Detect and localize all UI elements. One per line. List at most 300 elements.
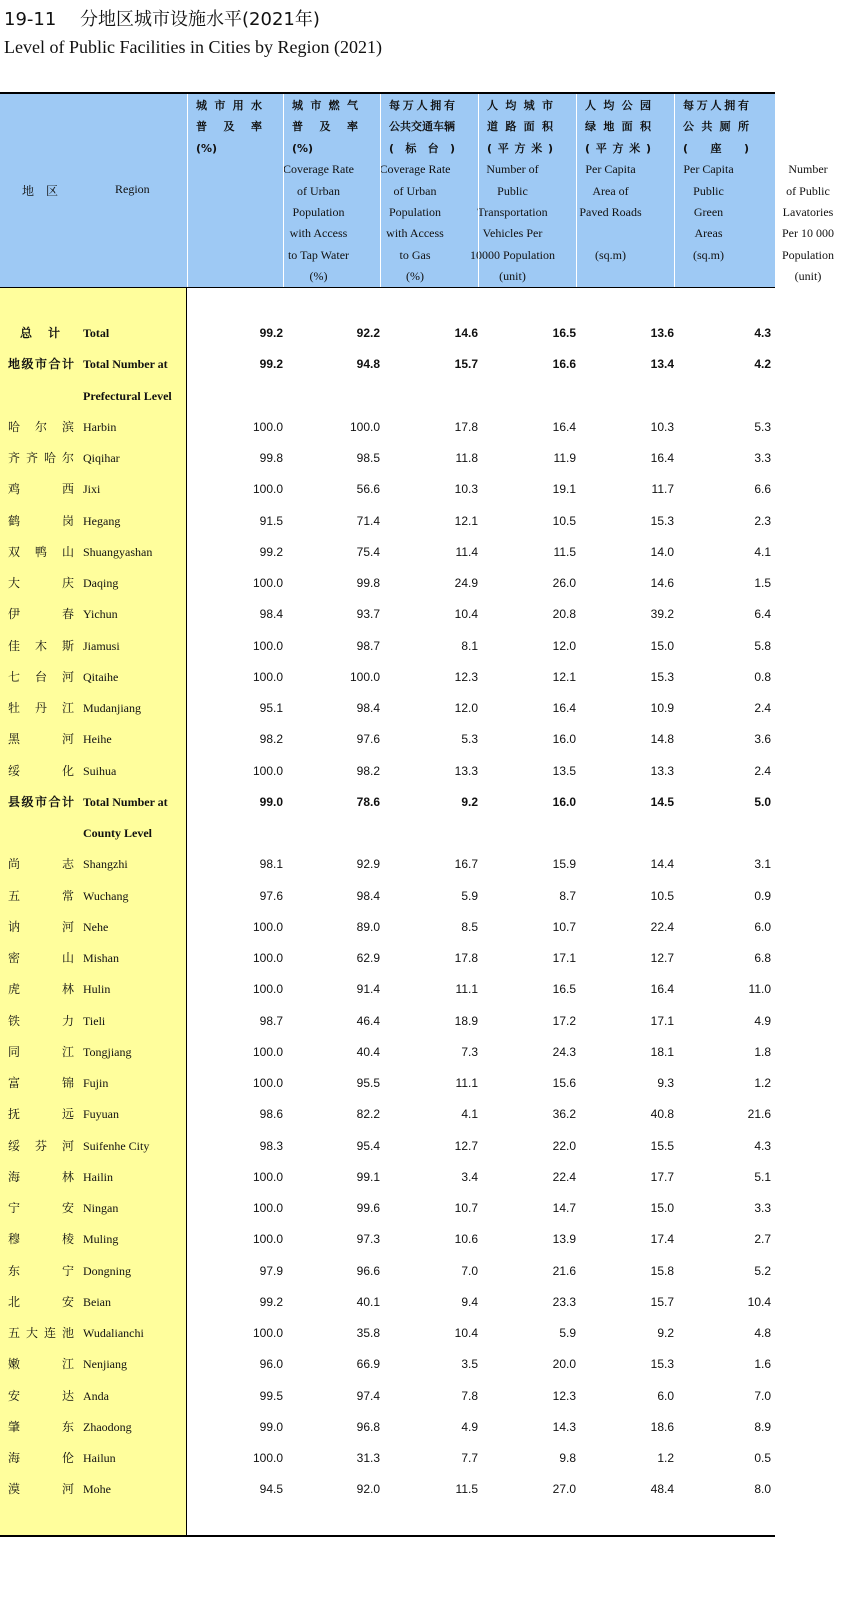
value-cell: 2.7 bbox=[754, 1232, 771, 1247]
table-row bbox=[0, 631, 775, 662]
header-line: (平方米) bbox=[585, 141, 651, 155]
header-line: 普 及 率 bbox=[292, 120, 358, 134]
header-line: Areas bbox=[694, 226, 723, 241]
region-name-en: Tieli bbox=[83, 1013, 106, 1028]
value-cell: 5.0 bbox=[754, 794, 771, 809]
value-cell: 10.3 bbox=[650, 419, 674, 434]
value-cell: 100.0 bbox=[252, 1044, 283, 1059]
value-cell: 99.2 bbox=[259, 357, 283, 372]
value-cell: 6.4 bbox=[754, 607, 771, 622]
value-cell: 3.3 bbox=[754, 451, 771, 465]
table-row bbox=[0, 693, 775, 724]
region-name-cn: 伊春 bbox=[8, 607, 74, 622]
table-row bbox=[0, 1224, 775, 1255]
value-cell: 1.2 bbox=[754, 1076, 771, 1090]
value-cell: 11.5 bbox=[455, 1482, 478, 1497]
table-row bbox=[0, 1412, 775, 1443]
value-cell: 97.6 bbox=[356, 732, 380, 747]
value-cell: 7.8 bbox=[461, 1388, 478, 1403]
header-line: Population bbox=[292, 205, 345, 219]
region-name-en: Nenjiang bbox=[83, 1357, 127, 1372]
value-cell: 1.8 bbox=[754, 1044, 771, 1059]
region-name-cn: 同江 bbox=[8, 1044, 74, 1059]
value-cell: 12.0 bbox=[552, 638, 576, 653]
value-cell: 10.6 bbox=[454, 1232, 478, 1247]
value-cell: 12.3 bbox=[454, 669, 478, 684]
value-cell: 4.2 bbox=[754, 357, 771, 372]
value-cell: 18.9 bbox=[454, 1013, 478, 1028]
value-cell: 22.0 bbox=[552, 1138, 576, 1153]
value-cell: 7.0 bbox=[461, 1263, 478, 1278]
value-cell: 10.7 bbox=[552, 919, 576, 934]
value-cell: 11.9 bbox=[553, 451, 576, 465]
value-cell: 5.1 bbox=[754, 1169, 771, 1184]
header-line: (unit) bbox=[499, 269, 526, 284]
value-cell: 100.0 bbox=[252, 951, 283, 965]
region-name-en: Jixi bbox=[83, 482, 101, 497]
region-name-en: Shuangyashan bbox=[83, 544, 153, 559]
value-cell: 6.8 bbox=[754, 951, 771, 965]
value-cell: 3.5 bbox=[461, 1357, 478, 1372]
header-line: Per Capita bbox=[683, 162, 734, 177]
value-cell: 4.1 bbox=[461, 1107, 478, 1122]
value-cell: 100.0 bbox=[252, 1169, 283, 1184]
value-cell: 96.8 bbox=[356, 1419, 380, 1434]
header-line: (%) bbox=[309, 269, 328, 284]
value-cell: 16.6 bbox=[552, 357, 576, 372]
value-cell: 8.5 bbox=[461, 919, 478, 934]
region-name-cn: 绥芬河 bbox=[8, 1138, 74, 1153]
table-row bbox=[0, 537, 775, 568]
value-cell: 17.7 bbox=[650, 1169, 674, 1184]
value-cell: 99.2 bbox=[259, 1294, 283, 1309]
table-row bbox=[0, 881, 775, 912]
region-name-en: County Level bbox=[83, 826, 152, 840]
value-cell: 8.9 bbox=[754, 1419, 771, 1434]
region-name-cn: 密山 bbox=[8, 951, 74, 965]
region-name-cn: 东宁 bbox=[8, 1263, 74, 1278]
value-cell: 4.9 bbox=[754, 1013, 771, 1028]
region-name-cn: 黑河 bbox=[8, 732, 74, 747]
value-cell: 100.0 bbox=[349, 419, 380, 434]
value-cell: 5.8 bbox=[754, 638, 771, 653]
value-cell: 16.4 bbox=[552, 701, 576, 715]
value-cell: 99.1 bbox=[356, 1169, 380, 1184]
table-row bbox=[0, 349, 775, 380]
value-cell: 9.4 bbox=[461, 1294, 478, 1309]
value-cell: 16.4 bbox=[650, 451, 674, 465]
value-cell: 19.1 bbox=[552, 482, 576, 497]
region-name-cn: 抚远 bbox=[8, 1107, 74, 1122]
value-cell: 22.4 bbox=[650, 919, 674, 934]
value-cell: 100.0 bbox=[252, 638, 283, 653]
value-cell: 98.3 bbox=[259, 1138, 283, 1153]
value-cell: 13.3 bbox=[650, 763, 674, 778]
value-cell: 16.0 bbox=[552, 794, 576, 809]
table-row bbox=[0, 1349, 775, 1380]
value-cell: 3.6 bbox=[754, 732, 771, 747]
value-cell: 35.8 bbox=[356, 1326, 380, 1340]
table-row bbox=[0, 1006, 775, 1037]
value-cell: 98.1 bbox=[259, 857, 283, 872]
header-line: (sq.m) bbox=[595, 247, 626, 262]
value-cell: 100.0 bbox=[252, 576, 283, 590]
region-name-en: Mudanjiang bbox=[83, 701, 141, 715]
value-cell: 15.0 bbox=[650, 638, 674, 653]
value-cell: 1.5 bbox=[754, 576, 771, 590]
header-line: Number of bbox=[486, 162, 539, 177]
value-cell: 10.7 bbox=[454, 1201, 478, 1215]
value-cell: 100.0 bbox=[252, 982, 283, 997]
table-title-chinese: 19-11 分地区城市设施水平(2021年) bbox=[4, 9, 320, 30]
table-row bbox=[0, 412, 775, 443]
region-name-en: Daqing bbox=[83, 576, 119, 590]
value-cell: 11.4 bbox=[455, 544, 478, 559]
value-cell: 11.1 bbox=[455, 1076, 478, 1090]
value-cell: 91.4 bbox=[356, 982, 380, 997]
value-cell: 14.5 bbox=[650, 794, 674, 809]
value-cell: 98.4 bbox=[356, 701, 380, 715]
header-line: (sq.m) bbox=[693, 247, 724, 262]
header-line: (%) bbox=[196, 141, 218, 155]
value-cell: 15.3 bbox=[650, 1357, 674, 1372]
value-cell: 3.3 bbox=[754, 1201, 771, 1215]
value-cell: 15.7 bbox=[650, 1294, 674, 1309]
region-name-en: Muling bbox=[83, 1232, 119, 1247]
region-name-cn: 铁力 bbox=[8, 1013, 74, 1028]
value-cell: 24.3 bbox=[552, 1044, 576, 1059]
region-name-cn: 五大连池 bbox=[8, 1326, 74, 1340]
value-cell: 12.3 bbox=[552, 1388, 576, 1403]
value-cell: 13.9 bbox=[552, 1232, 576, 1247]
header-line: to Tap Water bbox=[287, 247, 350, 262]
region-name-en: Hegang bbox=[83, 513, 121, 528]
value-cell: 13.5 bbox=[552, 763, 576, 778]
value-cell: 12.1 bbox=[454, 513, 478, 528]
region-name-en: Dongning bbox=[83, 1263, 131, 1278]
region-name-en: Fuyuan bbox=[83, 1107, 119, 1122]
region-name-cn: 鸡西 bbox=[8, 482, 74, 497]
region-name-cn: 虎林 bbox=[8, 982, 74, 997]
value-cell: 14.0 bbox=[650, 544, 674, 559]
table-row bbox=[0, 599, 775, 630]
value-cell: 17.8 bbox=[454, 951, 478, 965]
value-cell: 78.6 bbox=[356, 794, 380, 809]
value-cell: 8.7 bbox=[559, 888, 576, 903]
value-cell: 71.4 bbox=[356, 513, 380, 528]
value-cell: 15.7 bbox=[454, 357, 478, 372]
value-cell: 94.5 bbox=[259, 1482, 283, 1497]
value-cell: 96.6 bbox=[356, 1263, 380, 1278]
value-cell: 100.0 bbox=[252, 419, 283, 434]
value-cell: 99.8 bbox=[356, 576, 380, 590]
table-row bbox=[0, 1443, 775, 1474]
value-cell: 2.4 bbox=[754, 701, 771, 715]
header-line: Lavatories bbox=[782, 205, 834, 219]
header-line: (%) bbox=[292, 141, 314, 155]
value-cell: 16.5 bbox=[552, 982, 576, 997]
value-cell: 98.5 bbox=[356, 451, 380, 465]
header-line: Area of bbox=[592, 183, 629, 198]
value-cell: 92.9 bbox=[356, 857, 380, 872]
header-line: Per 10 000 bbox=[782, 226, 834, 241]
region-name-en: Heihe bbox=[83, 732, 112, 747]
value-cell: 15.8 bbox=[650, 1263, 674, 1278]
value-cell: 17.1 bbox=[650, 1013, 674, 1028]
value-cell: 3.4 bbox=[461, 1169, 478, 1184]
value-cell: 82.2 bbox=[356, 1107, 380, 1122]
table-row bbox=[0, 318, 775, 349]
header-line: Coverage Rate bbox=[379, 162, 451, 177]
value-cell: 22.4 bbox=[552, 1169, 576, 1184]
value-cell: 20.0 bbox=[552, 1357, 576, 1372]
region-name-en: Hailun bbox=[83, 1451, 116, 1465]
value-cell: 31.3 bbox=[356, 1451, 380, 1465]
header-line: with Access bbox=[386, 226, 444, 241]
value-cell: 98.7 bbox=[259, 1013, 283, 1028]
region-name-en: Beian bbox=[83, 1294, 111, 1309]
value-cell: 8.1 bbox=[461, 638, 478, 653]
value-cell: 100.0 bbox=[252, 669, 283, 684]
value-cell: 98.6 bbox=[259, 1107, 283, 1122]
value-cell: 24.9 bbox=[454, 576, 478, 590]
value-cell: 17.8 bbox=[454, 419, 478, 434]
table-row bbox=[0, 724, 775, 755]
value-cell: 100.0 bbox=[252, 1201, 283, 1215]
value-cell: 27.0 bbox=[552, 1482, 576, 1497]
header-line: (座) bbox=[683, 141, 749, 155]
value-cell: 5.3 bbox=[754, 419, 771, 434]
value-cell: 48.4 bbox=[650, 1482, 674, 1497]
table-row bbox=[0, 1131, 775, 1162]
region-name-cn: 县级市合计 bbox=[8, 794, 74, 809]
value-cell: 97.9 bbox=[259, 1263, 283, 1278]
value-cell: 14.8 bbox=[650, 732, 674, 747]
value-cell: 10.4 bbox=[454, 607, 478, 622]
value-cell: 98.2 bbox=[356, 763, 380, 778]
value-cell: 99.5 bbox=[259, 1388, 283, 1403]
value-cell: 14.6 bbox=[454, 326, 478, 340]
value-cell: 92.0 bbox=[356, 1482, 380, 1497]
table-row bbox=[0, 1287, 775, 1318]
region-name-cn: 双鸭山 bbox=[8, 544, 74, 559]
value-cell: 0.5 bbox=[754, 1451, 771, 1465]
header-line: (标台) bbox=[389, 141, 455, 155]
region-name-en: Wudalianchi bbox=[83, 1326, 144, 1340]
value-cell: 100.0 bbox=[252, 1451, 283, 1465]
header-column-6 bbox=[674, 94, 834, 287]
header-line: 公共交通车辆 bbox=[389, 120, 455, 134]
value-cell: 99.2 bbox=[259, 544, 283, 559]
header-line: Population bbox=[781, 247, 834, 262]
table-row bbox=[0, 474, 775, 505]
region-name-en: Qiqihar bbox=[83, 451, 120, 465]
value-cell: 15.0 bbox=[650, 1201, 674, 1215]
value-cell: 12.7 bbox=[454, 1138, 478, 1153]
value-cell: 100.0 bbox=[252, 1076, 283, 1090]
value-cell: 10.9 bbox=[650, 701, 674, 715]
value-cell: 12.1 bbox=[552, 669, 576, 684]
header-line: Per Capita bbox=[585, 162, 636, 177]
header-line: Paved Roads bbox=[579, 205, 642, 219]
value-cell: 2.4 bbox=[754, 763, 771, 778]
value-cell: 97.3 bbox=[356, 1232, 380, 1247]
region-name-en: Total Number at bbox=[83, 357, 168, 372]
value-cell: 97.4 bbox=[356, 1388, 380, 1403]
value-cell: 15.5 bbox=[650, 1138, 674, 1153]
region-name-cn: 漠河 bbox=[8, 1482, 74, 1497]
table-row bbox=[0, 506, 775, 537]
value-cell: 9.3 bbox=[657, 1076, 674, 1090]
region-name-cn: 肇东 bbox=[8, 1419, 74, 1434]
region-name-en: Fujin bbox=[83, 1076, 109, 1090]
value-cell: 6.0 bbox=[657, 1388, 674, 1403]
value-cell: 11.5 bbox=[553, 544, 576, 559]
table-row bbox=[0, 912, 775, 943]
region-name-en: Harbin bbox=[83, 419, 117, 434]
value-cell: 13.6 bbox=[650, 326, 674, 340]
header-line: Transportation bbox=[477, 205, 548, 219]
region-name-en: Mohe bbox=[83, 1482, 111, 1497]
value-cell: 14.4 bbox=[650, 857, 674, 872]
region-name-cn: 富锦 bbox=[8, 1076, 74, 1090]
value-cell: 100.0 bbox=[252, 482, 283, 497]
region-name-cn: 海伦 bbox=[8, 1451, 74, 1465]
value-cell: 99.0 bbox=[259, 794, 283, 809]
value-cell: 11.8 bbox=[455, 451, 478, 465]
value-cell: 7.3 bbox=[461, 1044, 478, 1059]
region-name-en: Suihua bbox=[83, 763, 117, 778]
region-header-cn: 地 区 bbox=[22, 184, 59, 198]
value-cell: 14.6 bbox=[650, 576, 674, 590]
region-name-en: Mishan bbox=[83, 951, 119, 965]
value-cell: 98.7 bbox=[356, 638, 380, 653]
value-cell: 95.5 bbox=[356, 1076, 380, 1090]
value-cell: 17.1 bbox=[552, 951, 576, 965]
value-cell: 95.4 bbox=[356, 1138, 380, 1153]
header-line: Green bbox=[693, 205, 724, 219]
region-name-cn: 总 计 bbox=[20, 326, 60, 340]
header-line: (平方米) bbox=[487, 141, 553, 155]
value-cell: 14.7 bbox=[552, 1201, 576, 1215]
header-line: Number bbox=[788, 162, 828, 177]
value-cell: 5.9 bbox=[559, 1326, 576, 1340]
region-name-cn: 五常 bbox=[8, 888, 74, 903]
value-cell: 40.4 bbox=[356, 1044, 380, 1059]
region-name-cn: 海林 bbox=[8, 1169, 74, 1184]
region-name-cn: 宁安 bbox=[8, 1201, 74, 1215]
header-line: with Access bbox=[289, 226, 348, 241]
region-name-cn: 嫩江 bbox=[8, 1357, 74, 1372]
table-row bbox=[0, 818, 775, 849]
region-name-en: Hailin bbox=[83, 1169, 113, 1184]
header-line: 每万人拥有 bbox=[389, 99, 455, 112]
region-name-en: Total bbox=[83, 326, 110, 340]
value-cell: 15.6 bbox=[552, 1076, 576, 1090]
value-cell: 10.4 bbox=[454, 1326, 478, 1340]
region-name-en: Anda bbox=[83, 1388, 109, 1403]
value-cell: 17.4 bbox=[650, 1232, 674, 1247]
region-name-en: Hulin bbox=[83, 982, 111, 997]
value-cell: 12.7 bbox=[650, 951, 674, 965]
value-cell: 10.5 bbox=[650, 888, 674, 903]
value-cell: 40.8 bbox=[650, 1107, 674, 1122]
value-cell: 18.6 bbox=[650, 1419, 674, 1434]
value-cell: 46.4 bbox=[356, 1013, 380, 1028]
value-cell: 99.6 bbox=[356, 1201, 380, 1215]
value-cell: 18.1 bbox=[650, 1044, 674, 1059]
value-cell: 4.3 bbox=[754, 1138, 771, 1153]
value-cell: 26.0 bbox=[552, 576, 576, 590]
value-cell: 15.3 bbox=[650, 669, 674, 684]
value-cell: 100.0 bbox=[252, 919, 283, 934]
region-name-cn: 绥化 bbox=[8, 763, 74, 778]
value-cell: 93.7 bbox=[356, 607, 380, 622]
header-line: 公共厕所 bbox=[683, 120, 749, 134]
value-cell: 56.6 bbox=[356, 482, 380, 497]
value-cell: 21.6 bbox=[552, 1263, 576, 1278]
value-cell: 100.0 bbox=[252, 763, 283, 778]
region-name-en: Tongjiang bbox=[83, 1044, 132, 1059]
value-cell: 23.3 bbox=[552, 1294, 576, 1309]
value-cell: 75.4 bbox=[356, 544, 380, 559]
value-cell: 16.5 bbox=[552, 326, 576, 340]
value-cell: 5.9 bbox=[461, 888, 478, 903]
value-cell: 98.4 bbox=[259, 607, 283, 622]
value-cell: 14.3 bbox=[552, 1419, 576, 1434]
value-cell: 13.3 bbox=[454, 763, 478, 778]
value-cell: 89.0 bbox=[356, 919, 380, 934]
table-row bbox=[0, 849, 775, 880]
value-cell: 16.4 bbox=[552, 419, 576, 434]
header-line: Vehicles Per bbox=[482, 226, 543, 241]
header-line: (%) bbox=[406, 269, 424, 284]
header-line: 城市燃气 bbox=[292, 99, 358, 112]
table-row bbox=[0, 568, 775, 599]
table-header bbox=[0, 94, 834, 287]
table-row bbox=[0, 443, 775, 474]
value-cell: 7.7 bbox=[461, 1451, 478, 1465]
table-row bbox=[0, 1474, 775, 1505]
region-name-en: Total Number at bbox=[83, 794, 168, 809]
table-row bbox=[0, 662, 775, 693]
value-cell: 16.7 bbox=[454, 857, 478, 872]
value-cell: 11.7 bbox=[651, 482, 674, 497]
header-line: of Urban bbox=[393, 183, 437, 198]
value-cell: 62.9 bbox=[356, 951, 380, 965]
value-cell: 21.6 bbox=[747, 1107, 771, 1122]
region-name-en: Ningan bbox=[83, 1201, 119, 1215]
value-cell: 3.1 bbox=[754, 857, 771, 872]
value-cell: 99.8 bbox=[259, 451, 283, 465]
value-cell: 12.0 bbox=[454, 701, 478, 715]
value-cell: 100.0 bbox=[252, 1232, 283, 1247]
value-cell: 0.9 bbox=[754, 888, 771, 903]
value-cell: 96.0 bbox=[259, 1357, 283, 1372]
value-cell: 9.2 bbox=[657, 1326, 674, 1340]
region-name-cn: 鹤岗 bbox=[8, 513, 74, 528]
table-row bbox=[0, 1318, 775, 1349]
header-line: 人均公园 bbox=[585, 99, 651, 112]
value-cell: 99.0 bbox=[259, 1419, 283, 1434]
value-cell: 6.6 bbox=[754, 482, 771, 497]
value-cell: 98.2 bbox=[259, 732, 283, 747]
table-bottom-rule bbox=[0, 1535, 775, 1537]
value-cell: 5.2 bbox=[754, 1263, 771, 1278]
value-cell: 1.6 bbox=[754, 1357, 771, 1372]
table-row bbox=[0, 381, 775, 412]
header-line: Public bbox=[693, 183, 724, 198]
